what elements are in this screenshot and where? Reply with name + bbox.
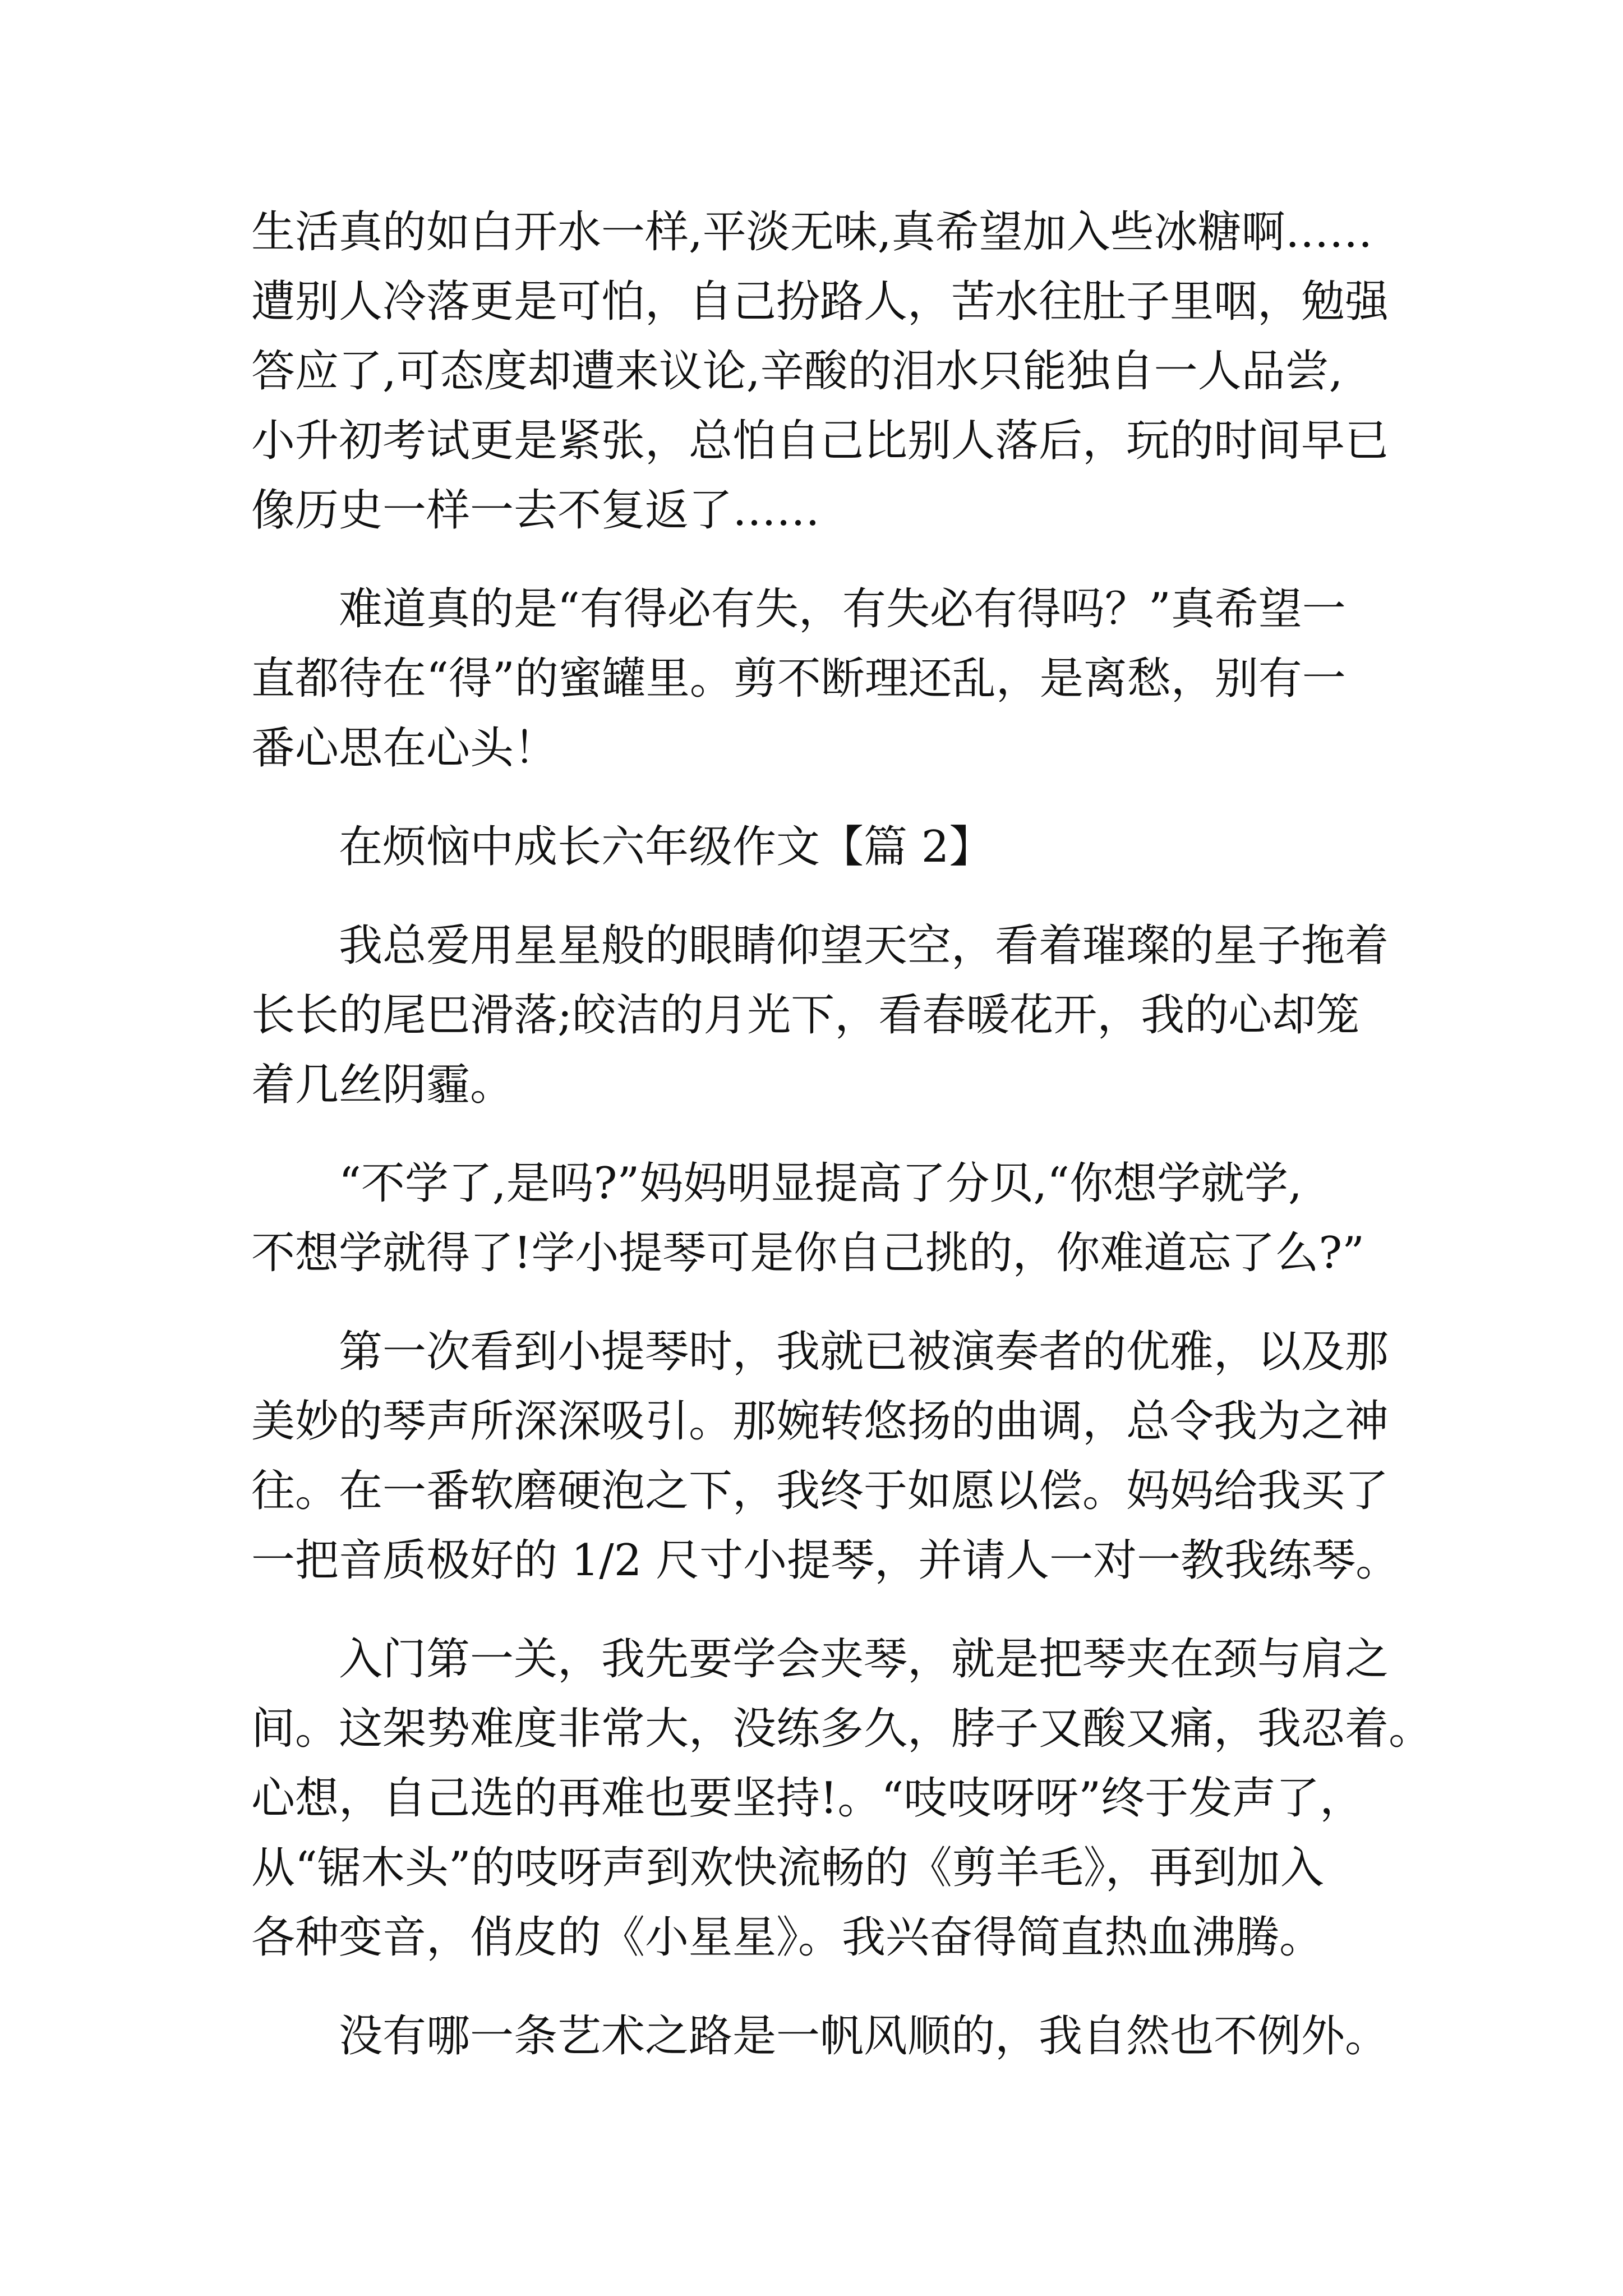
text-line: 没有哪一条艺术之路是一帆风顺的，我自然也不例外。 (251, 2011, 1389, 2062)
paragraph (251, 911, 1390, 1120)
text-line: 往。在一番软磨硬泡之下，我终于如愿以偿。妈妈给我买了 (251, 1466, 1389, 1516)
text-line: 小升初考试更是紧张，总怕自己比别人落后，玩的时间早已 (251, 416, 1389, 466)
text-line: 美妙的琴声所深深吸引。那婉转悠扬的曲调，总令我为之神 (251, 1396, 1389, 1447)
text-line: 遭别人冷落更是可怕，自己扮路人，苦水往肚子里咽，勉强 (251, 277, 1389, 327)
paragraph-spacing (251, 1595, 1390, 1625)
paragraph-spacing (251, 882, 1390, 911)
text-line: 像历史一样一去不复返了…… (251, 485, 820, 536)
paragraph (251, 1149, 1390, 1288)
text-line: 难道真的是“有得必有失，有失必有得吗？”真希望一 (251, 584, 1346, 634)
text-line: 长长的尾巴滑落;皎洁的月光下，看春暖花开，我的心却笼 (251, 990, 1360, 1041)
text-line: 心想，自己选的再难也要坚持!。“吱吱呀呀”终于发声了， (251, 1773, 1364, 1824)
paragraph (251, 574, 1390, 783)
section-heading: 在烦恼中成长六年级作文【篇 2】 (251, 822, 993, 872)
essay-body (251, 197, 1433, 2071)
text-line: 答应了,可态度却遭来议论,辛酸的泪水只能独自一人品尝, (251, 346, 1343, 397)
text-line: 入门第一关，我先要学会夹琴，就是把琴夹在颈与肩之 (251, 1634, 1389, 1685)
paragraph-spacing (251, 1288, 1390, 1317)
text-line: 间。这架势难度非常大，没练多久，脖子又酸又痛，我忍着。 (251, 1704, 1433, 1754)
text-line: 不想学就得了!学小提琴可是你自己挑的，你难道忘了么?” (251, 1228, 1365, 1278)
text-line: 我总爱用星星般的眼睛仰望天空，看着璀璨的星子拖着 (251, 921, 1389, 971)
text-line: “不学了,是吗?”妈妈明显提高了分贝,“你想学就学, (251, 1158, 1302, 1209)
paragraph (251, 197, 1390, 545)
paragraph (251, 2001, 1390, 2071)
text-line: 番心思在心头！ (251, 723, 558, 774)
text-line: 从“锯木头”的吱呀声到欢快流畅的《剪羊毛》，再到加入 (251, 1843, 1324, 1893)
text-line: 生活真的如白开水一样,平淡无味,真希望加入些冰糖啊…… (251, 207, 1373, 257)
paragraph (251, 1317, 1400, 1595)
paragraph-spacing (251, 1120, 1390, 1149)
text-line: 第一次看到小提琴时，我就已被演奏者的优雅，以及那 (251, 1327, 1389, 1377)
text-line: 各种变音，俏皮的《小星星》。我兴奋得简直热血沸腾。 (251, 1912, 1324, 1963)
paragraph-spacing (251, 545, 1390, 574)
paragraph-spacing (251, 1972, 1390, 2001)
text-line: 一把音质极好的 1/2 尺寸小提琴，并请人一对一教我练琴。 (251, 1535, 1400, 1586)
paragraph-spacing (251, 783, 1390, 812)
text-line: 直都待在“得”的蜜罐里。剪不断理还乱，是离愁，别有一 (251, 654, 1346, 704)
text-line: 着几丝阴霾。 (251, 1060, 514, 1110)
paragraph (251, 1625, 1433, 1972)
